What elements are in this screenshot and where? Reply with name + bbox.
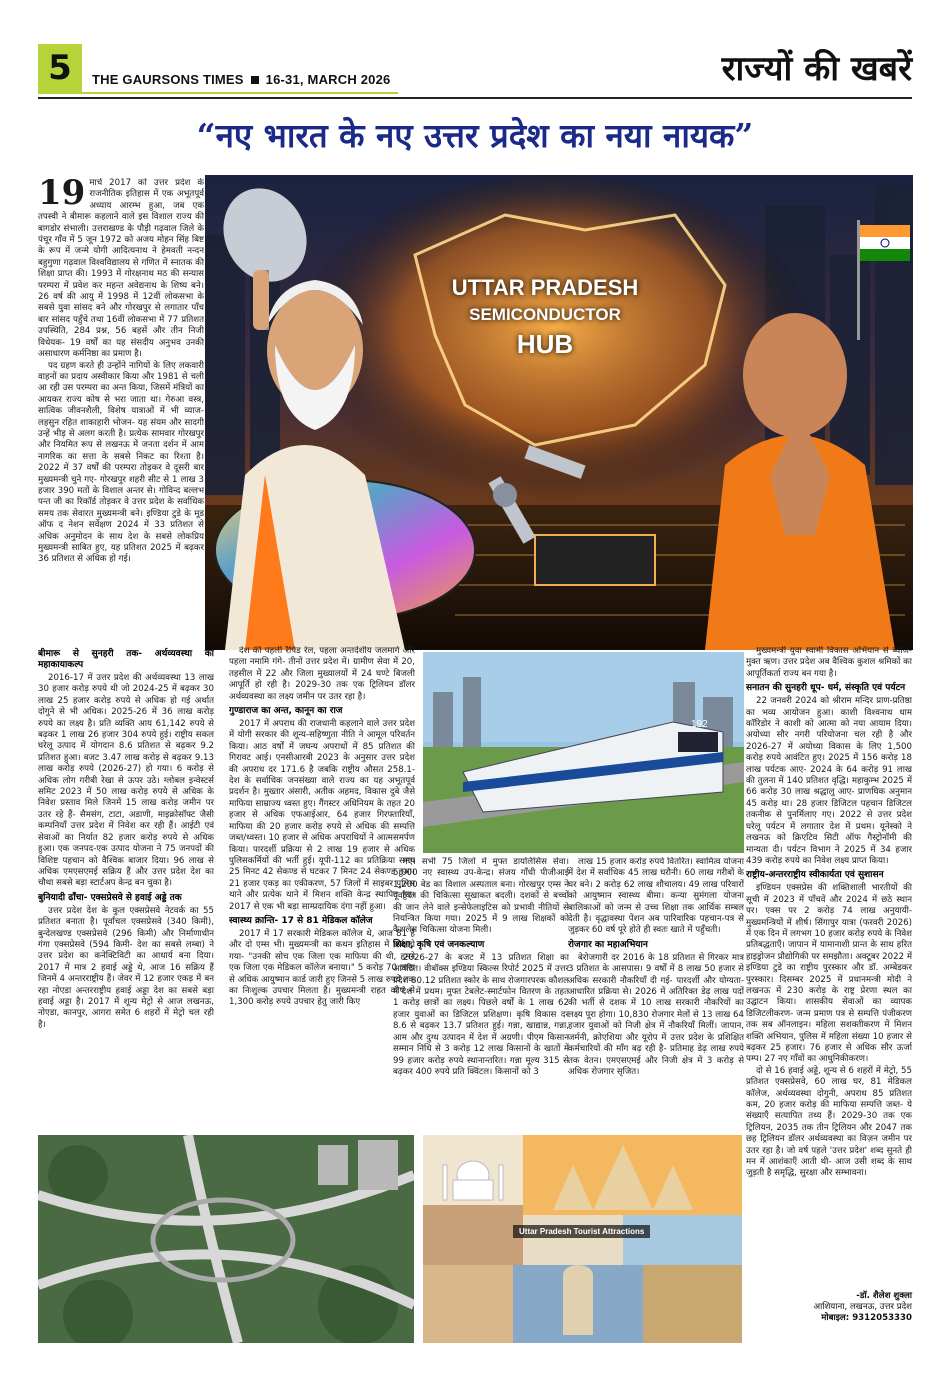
hero-title bbox=[435, 275, 655, 360]
semiconductor-hub-illustration bbox=[205, 175, 913, 650]
subheading-education: शिक्षा, कृषि एवं जनकल्याण bbox=[393, 939, 485, 950]
paragraph: लाख 15 हजार करोड़ रुपये वितरित। स्वामित्व योजना में देश में सर्वाधिक 45 लाख घरौनी। 60 लाख गरीबों के घर बने। 2 करोड़ 62 लाख शौचालय। 49 लाख परिवारों को आयुष्मान स्वास्थ्य बीमा। कन्या सुमंगला योजना बालिकाओं को जन्म से उच्च शिक्षा तक आर्थिक सम्बल देती है। वृद्धावस्था पेंशन अब पारिवारिक पहचान-पत्र से जुड़कर 60 वर्ष पूरे होते ही स्वतः खाते में पहुँचती। bbox=[568, 857, 744, 936]
paragraph: गए। सभी 75 जिलों में मुफ्त डायलिसिस सेवा। 5,000 नए स्वास्थ्य उप-केन्द्र। संजय गाँधी पीजीआई 1,200 बेड का विशाल अस्पताल बना। गोरखपुर एम्स ने पूर्वांचल की चिकित्सा सूखाकत बदली। दशकों से बच्चों की जान लेने वाले इन्सेफेलाइटिस को प्रभावी नीतियों से नियन्त्रित किया गया। 2025 में 9 लाख शिक्षकों को कैशलेस चिकित्सा योजना मिली। bbox=[393, 857, 569, 936]
page-number: 5 bbox=[38, 44, 82, 92]
masthead-underline bbox=[38, 92, 398, 94]
author-name: -डॉ. शैलेश शुक्ला bbox=[856, 1291, 912, 1301]
article-column-2 bbox=[229, 646, 415, 1131]
collage-artwork bbox=[423, 1135, 742, 1343]
tourist-attractions-collage bbox=[423, 1135, 742, 1343]
paragraph: मुख्यमन्त्री युवा स्वामी विकास अभियान से ब्याज-मुक्त ऋण। उत्तर प्रदेश अब वैश्विक कुशल श्रमिकों का आपूर्तिकर्ता राज्य बन गया है। bbox=[746, 646, 912, 679]
author-place: आशियाना, लखनऊ, उत्तर प्रदेश bbox=[813, 1302, 912, 1312]
paragraph: 2017 में अपराध की राजधानी कहलाने वाले उत्तर प्रदेश में योगी सरकार की शून्य-सहिष्णुता नीति ने आमूल परिवर्तन किया। आठ वर्षों में जघन्य अपराधों में 85 प्रतिशत की गिरावट आई। एनसीआरबी 2023 के अनुसार उत्तर प्रदेश की अपराध दर 171.6 है जबकि राष्ट्रीय औसत 258.1- देश के सर्वाधिक जनसंख्या वाले राज्य का यह अभूतपूर्व प्रदर्शन है। मुख्तार अंसारी, अतीक अहमद, विकास दुबे जैसे माफिया साम्राज्य ध्वस्त हुए। गैंगस्टर अधिनियम के तहत 20 हजार से अधिक एफआईआर, 64 हजार गिरफ्तारियाँ, माफिया की 20 हजार करोड़ रुपये से अधिक की सम्पत्ति जब्त/ध्वस्त। 10 हजार से अधिक अपराधियों ने आत्मसमर्पण किया। पारदर्शी प्रक्रिया से 2 लाख 19 हजार से अधिक पुलिसकर्मियों की भर्ती हुई। यूपी-112 का प्रतिक्रिया समय 25 मिनट 42 सेकण्ड से घटकर 7 मिनट 24 सेकण्ड हुआ। 21 हजार एकड़ का एकीकरण, 57 जिलों में साइबर पुलिस थाने और प्रत्येक थाने में मिशन शक्ति केन्द्र स्थापित हुए। 2017 से एक भी बड़ा साम्प्रदायिक दंगा नहीं हुआ। bbox=[229, 719, 415, 912]
article-column-4 bbox=[568, 857, 744, 1132]
paragraph: पद ग्रहण करते ही उन्होंने नागियों के लिए लकवारी वाहनों का प्रदाय अस्वीकार किया और 1981 से चली आ रही उस परम्परा का अन्त किया, जिसमें मंत्रियों का आयकर राज्य कोष से भरा जाता था। गेरुआ वस्त्र, सात्विक जीवनशैली, विशेष यात्राओं में भी व्याज-लहसुन रहित शाकाहारी भोजन- यह संयम और सादगी उन्हें भीड़ से अलग करती है। प्रत्येक सामवार गोरखपुर और नियमित रूप से लखनऊ में जनता दर्शन में आम नागरिक का सत्ता के सबसे निकट का रिश्ता है। 2022 में 37 वर्षों की परम्परा तोड़कर वे दूसरी बार मुख्यमन्त्री चुने गए- गोरखपुर शहरी सीट से 1 लाख 3 हजार 390 मतों के विशाल अन्तर से। गोविन्द बल्लभ पन्त जी का रिकॉर्ड तोड़कर वे उत्तर प्रदेश के सर्वाधिक समय तक सेवारत मुख्यमन्त्री बने। इण्डिया टुडे के मूड ऑफ द नेशन सर्वेक्षण 2024 में 33 प्रतिशत से अधिक अनुमोदन के साथ देश के सबसे लोकप्रिय मुख्यमन्त्री साबित हुए, यह प्रतिशत 2025 में बढ़कर 36 प्रतिशत से अधिक हो गई। bbox=[38, 360, 204, 565]
subheading-governance: राष्ट्रीय-अन्तरराष्ट्रीय स्वीकार्यता एवं सुशासन bbox=[746, 870, 884, 881]
collage-caption: Uttar Pradesh Tourist Attractions bbox=[513, 1225, 650, 1238]
intro-paragraph: मार्च 2017 को उत्तर प्रदेश के राजनीतिक इतिहास में एक अभूतपूर्व अध्याय आरम्भ हुआ, जब एक तपस्वी ने बीमारू कहलाने वाले इस विशाल राज्य की बागडोर संभाली। उत्तराखण्ड के पौड़ी गढ़वाल जिले के पंचूर गाँव में 5 जून 1972 को अजय मोहन सिंह बिष्ट के रूप में जन्मे योगी आदित्यनाथ ने हेमवती नन्दन बहुगुणा गढ़वाल विश्वविद्यालय से गणित में स्नातक की शिक्षा प्राप्त की। 1993 में गोरक्षनाथ मठ की सन्यास परम्परा में प्रवेश कर महन्त अवेद्यनाथ के शिष्य बने। 26 वर्ष की आयु में 1998 में 12वीं लोकसभा के सबसे युवा सांसद बने और गोरखपुर से लगातार पाँच बार सांसद पहुँचे तथा 16वीं लोकसभा में 77 प्रतिशत उपस्थिति, 284 प्रश्न, 56 बहसें और तीन निजी विधेयक- 19 वर्षों का यह संसदीय अनुभव उनकी असाधारण कर्मनिष्ठा का प्रमाण है। bbox=[38, 178, 204, 360]
separator-square-icon bbox=[251, 76, 259, 84]
author-phone: मोबाइल: 9312053330 bbox=[821, 1313, 912, 1323]
hero-title-line-2: SEMICONDUCTOR bbox=[469, 305, 621, 324]
paragraph: दो से 16 हवाई अड्डे, शून्य से 6 शहरों में मेट्रो, 55 प्रतिशत एक्सप्रेसवे, 60 लाख घर, 81 मेडिकल कॉलेज, अर्थव्यवस्था दोगुनी, अपराध 85 प्रतिशत कम, 20 हजार करोड़ की माफिया सम्पत्ति जब्त- ये संख्याएँ सत्यापित तथ्य हैं। 2029-30 तक एक ट्रिलियन, 2035 तक तीन ट्रिलियन और 2047 तक छह ट्रिलियन डॉलर अर्थव्यवस्था का विज़न जमीन पर उतर रहा है। जो वर्ष पहले 'उत्तर प्रदेश' शब्द सुनते ही मन में आशंकाएँ आती थी- आज उसी शब्द के साथ जुड़ती है समृद्धि, सुरक्षा और सम्भावना। bbox=[746, 1065, 912, 1179]
subheading-law-order: गुण्डाराज का अन्त, कानून का राज bbox=[229, 706, 343, 717]
paragraph: उत्तर प्रदेश देश के कुल एक्सप्रेसवे नेटवर्क का 55 प्रतिशत बनाता है। पूर्वांचल एक्सप्रेसवे (340 किमी), बुन्देलखण्ड एक्सप्रेसवे (296 किमी) और निर्माणाधीन गंगा एक्सप्रेसवे (594 किमी- देश का सबसे लम्बा) ने उत्तर प्रदेश का कनेक्टिविटी का आधार्य बना दिया। 2017 में मात्र 2 हवाई अड्डे थे, आज 16 सक्रिय हैं जिनमें 4 अन्तरराष्ट्रीय हैं। जेवर में 12 हजार एकड़ में बन रहा नोएडा अन्तरराष्ट्रीय हवाई अड्डा देश का सबसे बड़ा हवाई अड्डा है। 2017 में शून्य मेट्रो से आज लखनऊ, नोएडा, कानपुर, आगरा समेत 6 शहरों में मेट्रो चल रही है। bbox=[38, 905, 214, 1030]
paragraph: 2016-17 में उत्तर प्रदेश की अर्थव्यवस्था 13 लाख 30 हजार करोड़ रुपये थी जो 2024-25 में बढ़कर 30 लाख 25 हजार करोड़ रुपये से अधिक हो गई अर्थात दोगुने से भी अधिक। 2025-26 में 36 लाख करोड़ रुपये का लक्ष्य है। प्रति व्यक्ति आय 61,142 रुपये से बढ़कर 1 लाख 26 हजार 304 रुपये हुई। राष्ट्रीय सकल घरेलू उत्पाद में योगदान 8.6 प्रतिशत से बढ़कर 9.2 प्रतिशत हुआ। बजट 3.47 लाख करोड़ से बढ़कर 9.13 लाख करोड़ रुपये (2026-27) हो गया। 6 करोड़ से अधिक लोग गरीबी रेखा से ऊपर उठे। ग्लोबल इन्वेस्टर्स समिट 2023 में 50 लाख करोड़ रुपये से अधिक के निवेश प्रस्ताव मिले जिनमें 15 लाख करोड़ जमीन पर उतर रहे हैं- सैमसंग, टाटा, अडाणी, माइक्रोसॉफ्ट जैसी कम्पनियाँ उत्तर प्रदेश में निवेश कर रही हैं। आईटी एवं सेवाओं का निर्यात 82 हजार करोड़ रुपये से अधिक हुआ। एक जनपद-एक उत्पाद योजना ने 75 जनपदों की विशिष्ट पहचान को वैश्विक बाजार दिया। 96 लाख से अधिक एमएसएमई सक्रिय हैं और उत्तर प्रदेश देश का चौथा सबसे बड़ा स्टार्टअप केन्द्र बन चुका है। bbox=[38, 673, 214, 889]
header-rule bbox=[38, 97, 912, 99]
interchange-artwork bbox=[38, 1135, 414, 1343]
metro-number: 192 bbox=[691, 719, 708, 730]
subheading-culture: सनातन की सुनहरी धूप- धर्म, संस्कृति एवं पर्यटन bbox=[746, 683, 906, 694]
paragraph: 2026-27 के बजट में 13 प्रतिशत शिक्षा का आवंटित। वीबॉक्स इण्डिया स्किल्स रिपोर्ट 2025 में उत्तर प्रदेश 80.12 प्रतिशत स्कोर के साथ रोजगारपरक कौशल में देश में प्रथम। मुफ्त टेबलेट-स्मार्टफोन वितरण के तहत 1 करोड़ छात्रों का लक्ष्य। पिछले वर्षों के 1 लाख 62 हजार युवाओं का डिजिटल प्रशिक्षण। कृषि विकास दर 8.6 से बढ़कर 13.7 प्रतिशत हुई। गन्ना, खाद्यान्न, गन्ना, आम और दुग्ध उत्पादन में देश में अग्रणी। पीएम किसान सम्मान निधि से 3 करोड़ 12 लाख किसानों के खातों में 99 हजार करोड़ रुपये स्थानान्तरित। गन्ना मूल्य 315 से बढ़कर 400 रुपये प्रति क्विंटल। किसानों को 3 bbox=[393, 952, 569, 1077]
section-title: राज्यों की खबरें bbox=[721, 49, 912, 89]
subheading-infrastructure: बुनियादी ढाँचा- एक्सप्रेसवे से हवाई अड्डे तक bbox=[38, 892, 182, 903]
headline: “नए भारत के नए उत्तर प्रदेश का नया नायक” bbox=[196, 116, 754, 155]
subheading-health: स्वास्थ्य क्रान्ति- 17 से 81 मेडिकल कॉलेज bbox=[229, 915, 373, 926]
drop-cap: 19 bbox=[38, 178, 86, 213]
hero-title-line-3: HUB bbox=[516, 329, 574, 359]
monument-icon bbox=[563, 1265, 593, 1335]
metro-artwork bbox=[423, 652, 744, 853]
paragraph: इण्डियन एक्सप्रेस की शक्तिशाली भारतीयों की सूची में 2023 में पाँचवें और 2024 में छठे स्थान पर। एक्स पर 2 करोड़ 74 लाख अनुयायी- मुख्यमन्त्रियों में शीर्ष। सिंगापुर यात्रा (फरवरी 2026) में एक दिन में लगभग 10 हजार करोड़ रुपये के निवेश प्रतिबद्धताएँ। जापान में यामानाशी प्रान्त के साथ हरित हाइड्रोजन प्रौद्योगिकी पर समझौता। अक्टूबर 2022 में इण्डिया टुडे का राष्ट्रीय पुरस्कार और डॉ. अम्बेडकर पुरस्कार। दिसम्बर 2025 में प्रधानमन्त्री मोदी ने लखनऊ में 230 करोड़ के राष्ट्र प्रेरणा स्थल का उद्घाटन किया। शासकीय सेवाओं का व्यापक डिजिटलीकरण- जन्म प्रमाण पत्र से सम्पत्ति पंजीकरण तक सब ऑनलाइन। महिला सशक्तीकरण में मिशन शक्ति अभियान, पुलिस में महिला संख्या 10 हजार से बढ़कर 25 हजार। 76 हजार से अधिक सौर ऊर्जा पम्प। 27 नए गाँवों का आधुनिकीकरण। bbox=[746, 883, 912, 1065]
article-column-1 bbox=[38, 178, 204, 643]
paragraph: 22 जनवरी 2024 को श्रीराम मन्दिर प्राण-प्रतिष्ठा का भव्य आयोजन हुआ। काशी विश्वनाथ धाम कॉरिडोर ने काशी को आत्मा को नया आयाम दिया। अयोध्या सौर नगरी परियोजना चल रही है और 2026-27 में अयोध्या विकास के लिए 1,500 करोड़ रुपये आवंटित हुए। 2025 में 156 करोड़ 18 लाख पर्यटक आए- 2024 के 64 करोड़ 91 लाख की तुलना में 140 प्रतिशत वृद्धि। महाकुम्भ 2025 में 66 करोड़ 30 लाख श्रद्धालु आए- प्राणघिक अनुमान 45 करोड़ था। 28 हजार डिजिटल पहचान डिजिटल तकनीक से पुनर्मिलाए गए। 2022 से उत्तर प्रदेश घरेलू पर्यटन में लगातार देश में प्रथम। यूनेस्को ने लखनऊ को क्रिएटिव सिटी ऑफ गैस्ट्रोनॉमी की मान्यता दी। पर्यटन विभाग ने 2025 में 34 हजार 439 करोड़ रुपये का निवेश लक्ष्य प्राप्त किया। bbox=[746, 696, 912, 866]
hero-artwork bbox=[205, 175, 913, 650]
subheading-economy: बीमारू से सुनहरी तक- अर्थव्यवस्था का महाकायाकल्प bbox=[38, 649, 214, 670]
hero-title-line-1: UTTAR PRADESH bbox=[451, 275, 639, 300]
article-column-1b bbox=[38, 646, 214, 1131]
paragraph: देश की पहली रैपिड रेल, पहला अन्तर्देशीय जलमार्ग और पहला नमामि गंगे- तीनों उत्तर प्रदेश में। ग्रामीण सेवा में 20, तहसील में 22 और जिला मुख्यालयों में 24 घण्टे बिजली आपूर्ति हो रही है। 2029-30 तक एक ट्रिलियन डॉलर अर्थव्यवस्था का लक्ष्य जमीन पर उतर रहा है। bbox=[229, 646, 415, 702]
article-column-3 bbox=[393, 857, 569, 1132]
expressway-interchange-photo bbox=[38, 1135, 414, 1343]
metro-train-photo bbox=[423, 652, 744, 853]
issue-date: 16-31, MARCH 2026 bbox=[265, 72, 391, 87]
paragraph: बेरोजगारी दर 2016 के 18 प्रतिशत से गिरकर मात्र 3 प्रतिशत के आसपास। 9 वर्षों में 8 लाख 50 हजार से अधिक सरकारी नौकरियाँ दी गई- पारदर्शी और योग्यता-आधारित प्रक्रिया से। 2026 में अतिरिक्त डेढ़ लाख पदों की भर्ती से दशक में 10 लाख सरकारी नौकरियों का लक्ष्य पूरा होगा। 10,830 रोजगार मेलों से 13 लाख 64 हजार युवाओं को निजी क्षेत्र में नौकरियाँ मिलीं। जापान, जर्मनी, क्रोएशिया और यूरोप में उत्तर प्रदेश के प्रशिक्षित कर्मचारियों की माँग बढ़ रही है- प्रतिमाह डेढ़ लाख रुपये तक वेतन। एमएसएमई और निजी क्षेत्र में 3 करोड़ से अधिक रोजगार सृजित। bbox=[568, 952, 744, 1077]
subheading-employment: रोजगार का महाअभियान bbox=[568, 939, 648, 950]
article-column-5 bbox=[746, 646, 912, 1291]
paragraph: 2017 में 17 सरकारी मेडिकल कॉलेज थे, आज 81 हैं और दो एम्स भी। मुख्यमन्त्री का कथन इतिहास में दर्ज हो गया- "उनकी सोच एक जिला एक माफिया की थी, हमने एक जिला एक मेडिकल कॉलेज बनाया।" 5 करोड़ 70 लाख से अधिक आयुष्मान कार्ड जारी हुए जिनसे 5 लाख रुपये तक का निःशुल्क उपचार मिलता है। मुख्यमन्त्री राहत कोष से 1,300 करोड़ रुपये उपचार हेतु जारी किए bbox=[229, 928, 415, 1008]
author-signature bbox=[746, 1291, 912, 1324]
masthead bbox=[92, 72, 390, 87]
paper-name: THE GAURSONS TIMES bbox=[92, 72, 244, 87]
chip-icon bbox=[535, 535, 655, 585]
